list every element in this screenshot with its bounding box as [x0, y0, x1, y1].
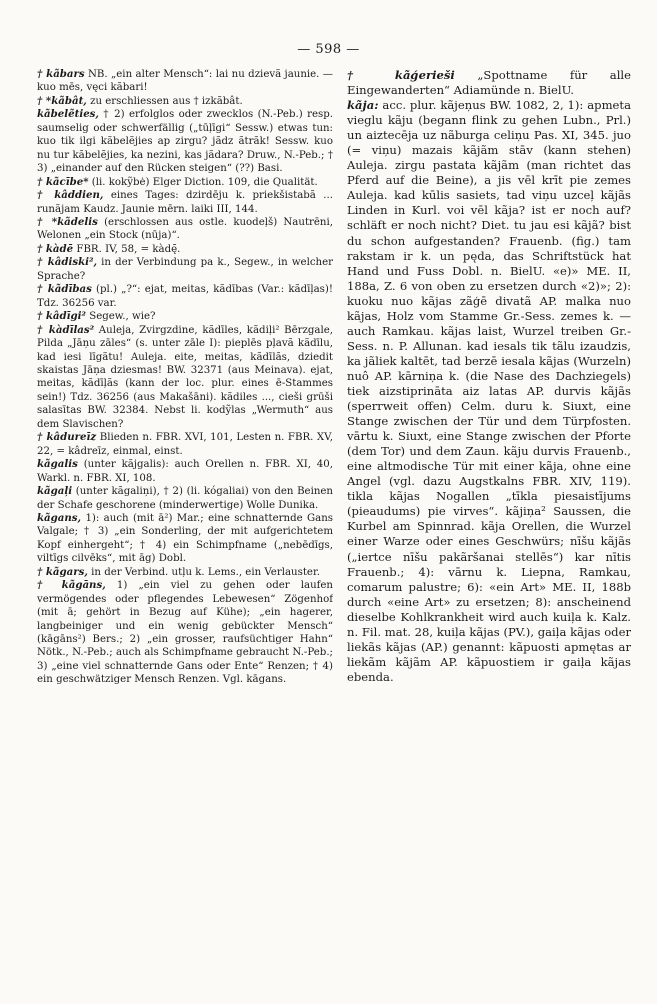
dictionary-entry [347, 68, 631, 98]
entry-headword: kãgalis [37, 458, 78, 471]
entry-headword: † kàdīlas² [37, 323, 95, 336]
entry-text: in der Verbind. utļu k. Lems., ein Verlauster. [87, 566, 320, 578]
dictionary-entry [37, 512, 333, 566]
entry-text: Blieden n. FBR. XVI, 101, Lesten n. FBR. XV, 22, = kâdreīz, einmal, einst. [37, 432, 333, 457]
entry-headword: kãja: [347, 98, 379, 113]
dictionary-entry [37, 108, 333, 175]
entry-text: (erschlossen aus ostle. kuodeļš) Nautrēni, Welonen „ein Stock (nūja)“. [37, 216, 333, 242]
entry-text: NB. „ein alter Mensch“: lai nu dzievã jaunie. — kuo mēs, vęci kãbari! [37, 69, 333, 94]
dictionary-entry [37, 579, 333, 687]
dictionary-entry [347, 98, 631, 685]
dictionary-entry [37, 95, 333, 108]
entry-text: † 2) erfolglos oder zwecklos (N.-Peb.) resp. saumselig oder schwerfällig („tūļīgi“ Sessw.) etwas tun: kuo tik ilgi kãbelẽjies ap zirgu? jãdz ãtrãk! Sessw. kuo nu tur kãbelẽjies, ka nezini, kas jãdara? Druw., N.-Peb.; † 3) „einander auf den Rücken steigen“ (??) Basi. [37, 109, 333, 175]
entry-headword: † *kãdelis [37, 215, 98, 228]
dictionary-entry [37, 566, 333, 579]
entry-headword: † kâdureīz [37, 431, 97, 444]
entry-text: FBR. IV, 58, = kàdę̄. [73, 243, 181, 255]
page-number: — 598 — [297, 42, 360, 57]
dictionary-entry [37, 176, 333, 189]
entry-text: Auleja, Zvirgzdine, kãdīles, kãdiļi² Bērzgale, Pilda „Jāņu zāles“ (s. unter zāle I): pieplēs pļavã kãdīlu, kad iesi līgãtu! Auleja. eite, meitas, kãdīlãs, dziedit skaistas Jāņa dziesmas! BW. 32371 (aus Meinava). ejat, meitas, kãdīļãs (kann der loc. plur. eines ē-Stammes sein!) Tdz. 36256 (aus Makašāni). kãdiles ..., cieši grūši salasītas BW. 32384. Nebst li. kodỹlas „Wermuth“ aus dem Slavischen? [37, 324, 333, 430]
dictionary-entry [37, 431, 333, 458]
dictionary-entry [37, 283, 333, 310]
entry-headword: kãbelẽties, [37, 108, 99, 121]
entry-text: Segew., wie? [85, 311, 156, 323]
entry-headword: † kãgāns, [37, 579, 106, 592]
entry-text: zu erschliessen aus † izkãbât. [86, 95, 243, 107]
entry-headword: † kãbars [37, 68, 85, 80]
entry-headword: † kâddien, [37, 189, 104, 202]
dictionary-entry [37, 216, 333, 243]
entry-headword: † *kãbât, [37, 94, 87, 107]
entry-text: in der Verbindung pa k., Segew., in welcher Sprache? [37, 257, 333, 282]
left-column [37, 68, 333, 687]
entry-text: (unter kãgaliņi), † 2) (li. kógaliai) von den Beinen der Schafe geschorene (minderwertige) Wolle Dunika. [37, 486, 333, 511]
dictionary-entry [37, 68, 333, 95]
entry-text: eines Tages: dzirdēju k. priekšistabã ... runãjam Kaudz. Jaunie mērn. laiki III, 144. [37, 190, 333, 215]
entry-text: 1) „ein viel zu gehen oder laufen vermögendes oder pflegendes Lebewesen“ Zögenhof (mit ā; gehört in Bezug auf Kühe); „ein hagerer, langbeiniger und ein wenig gebückter Mensch“ (kāgāns²) Bers.; 2) „ein grosser, raufsüchtiger Hahn“ Nötk., N.-Peb.; auch als Schimpfname gebraucht N.-Peb.; 3) „eine viel schnatternde Gans oder Ente“ Renzen; † 4) ein geschwätziger Mensch Renzen. Vgl. kāgans. [37, 580, 333, 686]
entry-headword: kãgans, [37, 511, 82, 524]
entry-text: (li. kokỹbė) Elger Diction. 109, die Qualität. [88, 176, 318, 188]
dictionary-entry [37, 256, 333, 283]
entry-headword: † kãgars, [37, 565, 88, 578]
entry-headword: † kãcībe* [37, 175, 89, 188]
entry-text: „Spottname für alle Eingewanderten“ Adiamünde n. BielU. [347, 68, 631, 98]
entry-headword: kãgaļi [37, 485, 73, 498]
entry-text: 1): auch (mit ā²) Mar.; eine schnatternde Gans Valgale; † 3) „ein Sonderling, der mit aufgerichtetem Kopf einhergeht“; † 4) ein Schimpfname („nebēdīgs, viltīgs cilvēks“, mit āg) Dobl. [37, 512, 333, 565]
dictionary-entry [37, 485, 333, 512]
entry-headword: † kâdiski², [37, 256, 98, 269]
entry-text: (unter kãjgalis): auch Orellen n. FBR. XI, 40, Warkl. n. FBR. XI, 108. [37, 459, 333, 484]
entry-headword: † kàdē [37, 242, 74, 255]
dictionary-entry [37, 243, 333, 256]
entry-headword: † kãdības [37, 283, 92, 296]
entry-text: acc. plur. kãjeņus BW. 1082, 2, 1): apmeta vieglu kãju (begann flink zu gehen Lubn., Prl.) un aiztecēja uz nãburga celiņu Pas. XI, 345. juo (= viņu) mazais kãjãm stāv (kann stehen) Auleja. zirgu pastata kãjãm (man richtet das Pferd auf die Beine), a jis vēl krīt pie zemes Auleja. kad kūlis sasiets, tad viņu uzceļ kãjãs Linden in Kurl. voi vēl kãja? ist er noch auf? schläft er noch nicht? Diet. tu jau esi kãjã? bist du schon aufgestanden? Frauenb. (fig.) tam rakstam ir k. un pęda, das Schriftstück hat Hand und Fuss Dobl. n. BielU. «e)» ME. II, 188a, Z. 6 von oben zu ersetzen durch «2)»; 2): kuoku nuo kãjas zãģē divatã AP. malka nuo kãjas, Holz vom Stamme Gr.-Sess. zemes k. — auch Ramkau. kãjas laist, Wurzel treiben Gr.-Sess. n. P. Allunan. kad iesals tik tãlu izaudzis, ka jãliek kaltēt, tad berzē iesala kãjas (Wurzeln) nuô AP. kārniņa k. (die Nase des Dachziegels) tiek aizstiprināta aiz latas AP. durvis kãjãs (sperrweit offen) Celm. duru k. Siuxt, eine Stange zwischen der Tür und dem Türpfosten. vārtu k. Siuxt, eine Stange zwischen der Pforte (dem Tor) und dem Zaun. kãju durvis Frauenb., eine altmodische Tür mit einer kãja, ohne eine Angel (vgl. dazu Augstkalns FBR. XIV, 119). tikla kãjas Nogallen „tīkla piesaistījums (pieaudums) pie virves“. kãjiņa² Saussen, die Kurbel am Spinnrad. kãja Orellen, die Wurzel einer Warze oder eines Geschwürs; nīšu kãjãs („iertce nīšu pakãršanai stellēs“) kar nītis Frauenb.; 4): vārnu k. Liepna, Ramkau, comarum palustre; 6): «ein Art» ME. II, 188b durch «eine Art» zu ersetzen; 8): anscheinend dieselbe Kohlkrankheit wird auch kuiļa k. Kalz. n. Fil. mat. 28, kuiļa kãjas (PV.), gaiļa kãjas oder liekãs kãjas (AP.) genannt: kãpuosti apmętas ar liekãm kãjãm AP. kãpuostiem ir gaiļa kãjas ebenda. [347, 98, 631, 684]
entry-headword: † kãǵerieši [347, 68, 455, 82]
entry-text: (pl.) „?“: ejat, meitas, kãdības (Var.: kãdīļas)! Tdz. 36256 var. [37, 284, 333, 309]
right-column [347, 68, 631, 685]
dictionary-entry [37, 310, 333, 323]
dictionary-entry [37, 324, 333, 432]
entry-headword: † kâdīgi² [37, 310, 86, 323]
dictionary-entry [37, 458, 333, 485]
dictionary-entry [37, 189, 333, 216]
